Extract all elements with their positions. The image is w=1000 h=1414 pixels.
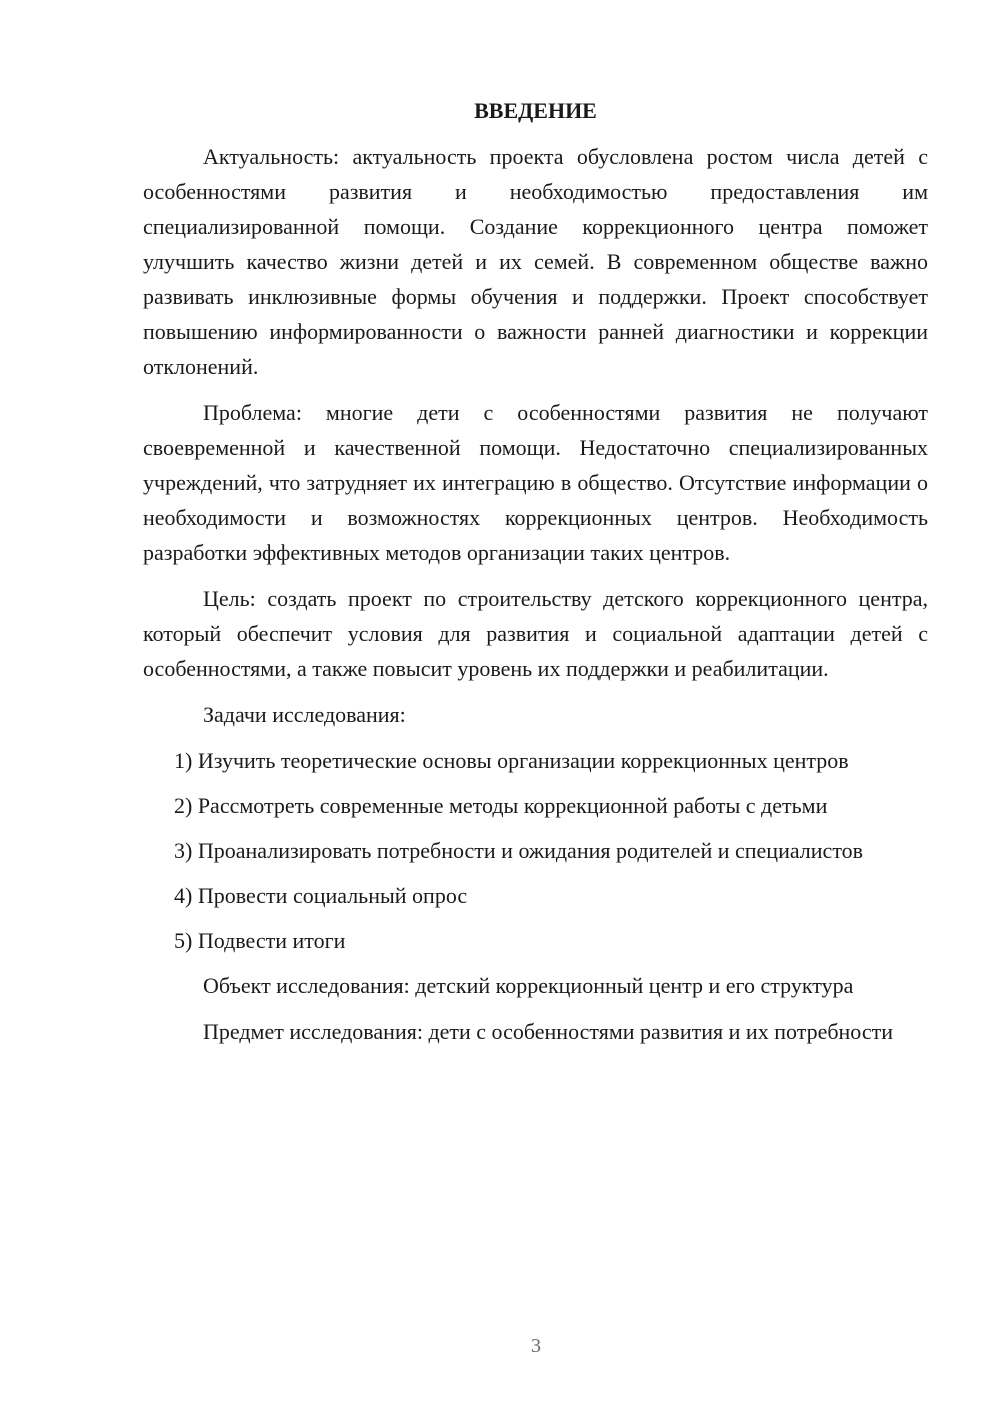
paragraph-problem: Проблема: многие дети с особенностями развития не получают своевременной и качественной помощи. Недостаточно специализированных учреждений, что затрудняет их интеграцию в общество. Отсутствие информации о необходимости и возможностях коррекционных центров. Необходимость разработки эффективных методов организации таких центров. bbox=[143, 400, 928, 565]
tasks-intro: Задачи исследования: bbox=[203, 702, 406, 727]
task-item-4: 4) Провести социальный опрос bbox=[174, 883, 468, 908]
task-item-5: 5) Подвести итоги bbox=[174, 928, 346, 953]
paragraph-goal: Цель: создать проект по строительству детского коррекционного центра, который обеспечит условия для развития и социальной адаптации детей с особенностями, а также повысит уровень их поддержки и реабилитации. bbox=[143, 586, 928, 681]
page-number: 3 bbox=[531, 1335, 541, 1357]
paragraph-object: Объект исследования: детский коррекционный центр и его структура bbox=[203, 973, 854, 998]
paragraph-relevance: Актуальность: актуальность проекта обусловлена ростом числа детей с особенностями развития и необходимостью предоставления им специализированной помощи. Создание коррекционного центра поможет улучшить качество жизни детей и их семей. В современном обществе важно развивать инклюзивные формы обучения и поддержки. Проект способствует повышению информированности о важности ранней диагностики и коррекции отклонений. bbox=[143, 144, 928, 379]
document-page bbox=[143, 96, 928, 1060]
task-item-1: 1) Изучить теоретические основы организации коррекционных центров bbox=[174, 748, 849, 773]
paragraph-subject: Предмет исследования: дети с особенностями развития и их потребности bbox=[203, 1019, 894, 1044]
task-item-3: 3) Проанализировать потребности и ожидания родителей и специалистов bbox=[174, 838, 864, 863]
task-item-2: 2) Рассмотреть современные методы коррекционной работы с детьми bbox=[174, 793, 828, 818]
page-title: ВВЕДЕНИЕ bbox=[474, 98, 597, 123]
